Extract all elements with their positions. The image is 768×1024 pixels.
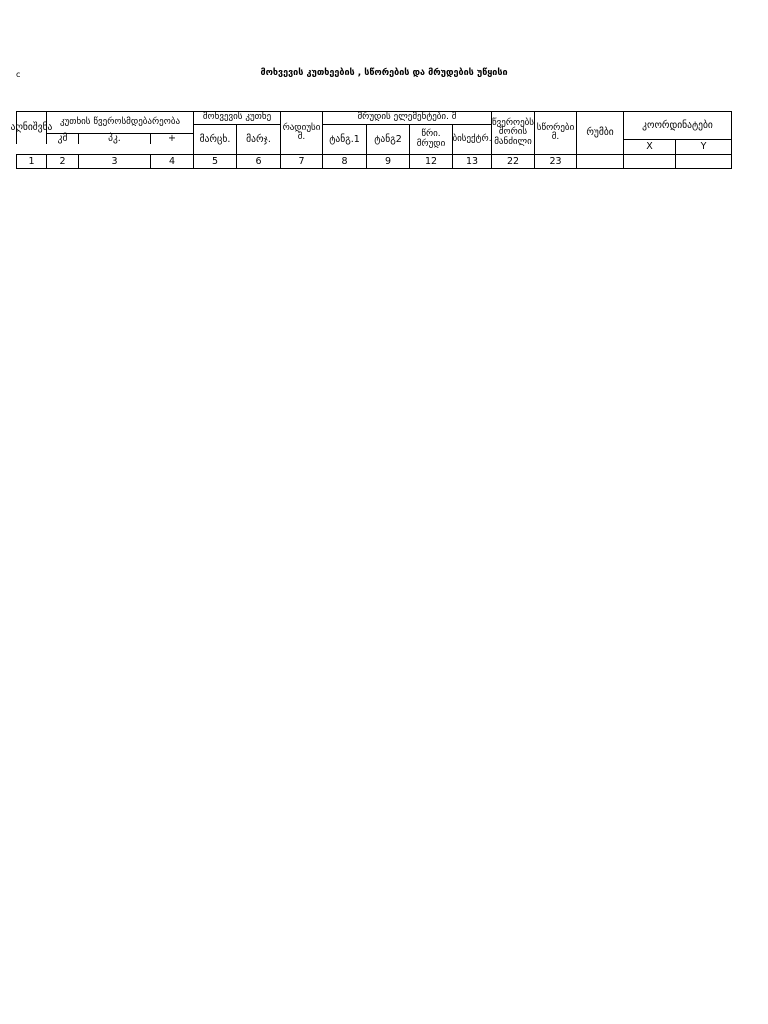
col-header-straight: სწორები მ. (534, 111, 576, 154)
col-header-turn-angle: მოხვევის კუთხე (193, 111, 280, 124)
col-number-cell: 4 (150, 154, 193, 169)
col-number-cell: 3 (78, 154, 150, 169)
col-header-right: მარცხ. (193, 124, 236, 154)
col-header-radius: რადიუსი მ. (280, 111, 322, 154)
col-number-cell: 5 (193, 154, 236, 169)
col-header-y: Y (675, 139, 731, 154)
col-header-plus: + (150, 133, 193, 144)
col-number-cell: 13 (452, 154, 491, 169)
col-number-cell-empty (675, 154, 731, 169)
col-number-cell: 8 (322, 154, 366, 169)
col-header-km: კმ (46, 133, 78, 144)
col-number-cell: 9 (366, 154, 409, 169)
col-number-cell: 12 (409, 154, 452, 169)
col-header-curve-length: წრი. მრუდი (409, 124, 452, 154)
col-header-angle-position: კუთხის წვეროსმდებარეობა (46, 111, 193, 133)
col-number-cell: 1 (16, 154, 46, 169)
col-header-bisector: ბისექტრ. (452, 124, 491, 154)
col-number-cell: 6 (236, 154, 280, 169)
col-header-vertex-distance: წვეროებს შორის მანძილი (491, 111, 534, 154)
col-number-cell-empty (623, 154, 675, 169)
col-number-cell: 2 (46, 154, 78, 169)
col-number-cell: 7 (280, 154, 322, 169)
col-header-bearing: რუმბი (576, 111, 623, 154)
col-number-cell: 23 (534, 154, 576, 169)
col-number-cell-empty (576, 154, 623, 169)
col-header-curve-elements: მრუდის ელემენტები. მ (322, 111, 491, 124)
col-header-tan1: ტანგ.1 (322, 124, 366, 154)
table-header (10, 111, 716, 169)
col-number-cell: 22 (491, 154, 534, 169)
col-header-point: აღნიშვნა (16, 111, 46, 144)
page-mark: c (16, 70, 21, 79)
col-header-left: მარჯ. (236, 124, 280, 154)
col-header-pk: პკ. (78, 133, 150, 144)
document-title: მოხვევის კუთხეების , სწორების და მრუდების უწყისი (260, 68, 508, 78)
col-header-coordinates: კოორდინატები (623, 111, 731, 139)
col-header-x: X (623, 139, 675, 154)
col-header-tan2: ტანგ2 (366, 124, 409, 154)
